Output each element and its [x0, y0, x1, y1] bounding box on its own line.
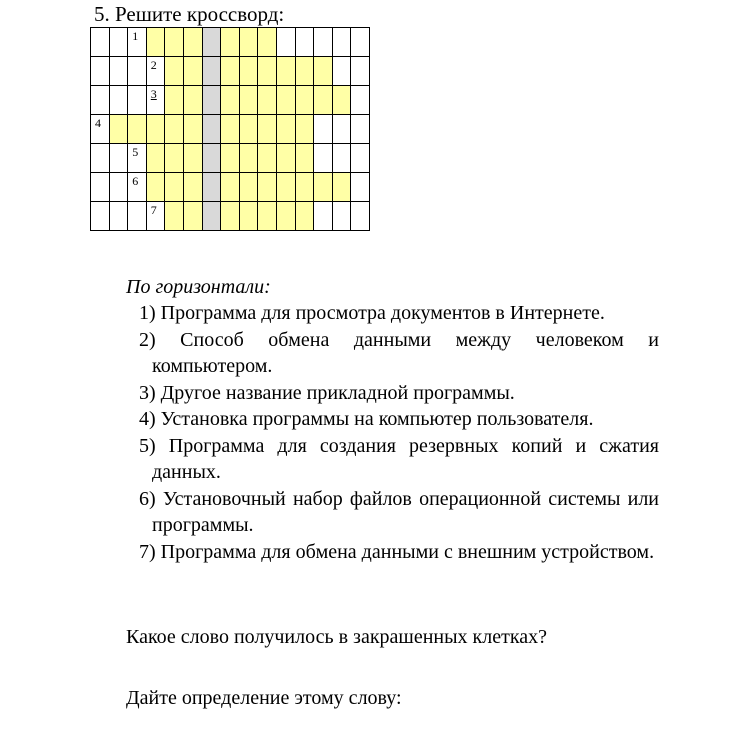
crossword-cell[interactable]: [239, 57, 258, 86]
clue-number: 2: [150, 58, 157, 72]
crossword-cell[interactable]: [109, 202, 128, 231]
crossword-cell[interactable]: [276, 202, 295, 231]
crossword-cell[interactable]: [295, 57, 314, 86]
clue-number: 4: [95, 116, 101, 130]
crossword-cell[interactable]: [146, 57, 165, 86]
crossword-cell[interactable]: [314, 173, 333, 202]
crossword-cell[interactable]: [314, 115, 333, 144]
clue-number: 3: [150, 87, 157, 101]
crossword-cell[interactable]: [351, 57, 370, 86]
task-title: 5. Решите кроссворд:: [94, 2, 285, 26]
crossword-cell[interactable]: [332, 144, 351, 173]
clue-2: 2) Способ обмена данными между человеком и компьютером.: [139, 328, 659, 377]
crossword-cell[interactable]: [91, 86, 110, 115]
crossword-cell[interactable]: [202, 115, 221, 144]
crossword-cell[interactable]: [351, 28, 370, 57]
crossword-cell[interactable]: [221, 28, 240, 57]
crossword-cell[interactable]: [91, 144, 110, 173]
crossword-cell[interactable]: [183, 86, 202, 115]
crossword-cell[interactable]: [276, 57, 295, 86]
crossword-cell[interactable]: [239, 28, 258, 57]
crossword-cell[interactable]: [128, 86, 147, 115]
crossword-cell[interactable]: [146, 28, 165, 57]
crossword-cell[interactable]: [239, 173, 258, 202]
crossword-cell[interactable]: [202, 57, 221, 86]
crossword-cell[interactable]: [128, 115, 147, 144]
crossword-cell[interactable]: [332, 173, 351, 202]
crossword-row: [91, 28, 370, 57]
crossword-cell[interactable]: [165, 173, 184, 202]
crossword-cell[interactable]: [146, 173, 165, 202]
clue-4: 4) Установка программы на компьютер пользователя.: [139, 408, 594, 430]
crossword-cell[interactable]: [239, 86, 258, 115]
crossword-row: [91, 144, 370, 173]
across-heading: По горизонтали:: [126, 276, 271, 298]
definition-prompt: Дайте определение этому слову:: [126, 687, 402, 709]
clue-list: [139, 300, 659, 565]
crossword-cell[interactable]: [146, 202, 165, 231]
crossword-cell[interactable]: [295, 173, 314, 202]
crossword-cell[interactable]: [295, 144, 314, 173]
crossword-cell[interactable]: [128, 144, 147, 173]
crossword-cell[interactable]: [351, 86, 370, 115]
crossword-cell[interactable]: [109, 173, 128, 202]
crossword-cell[interactable]: [276, 144, 295, 173]
crossword-cell[interactable]: [91, 28, 110, 57]
crossword-cell[interactable]: [109, 28, 128, 57]
crossword-cell[interactable]: [295, 115, 314, 144]
crossword-cell[interactable]: [258, 202, 277, 231]
crossword-cell[interactable]: [258, 144, 277, 173]
crossword-cell[interactable]: [351, 173, 370, 202]
crossword-cell[interactable]: [221, 173, 240, 202]
crossword-cell[interactable]: [276, 86, 295, 115]
crossword-cell[interactable]: [314, 144, 333, 173]
crossword-cell[interactable]: [221, 144, 240, 173]
clue-5: 5) Программа для создания резервных копий и сжатия данных.: [139, 434, 659, 483]
crossword-row: [91, 173, 370, 202]
across-heading-text: По горизонтали: [126, 276, 265, 298]
crossword-cell[interactable]: [183, 57, 202, 86]
crossword-cell[interactable]: [202, 144, 221, 173]
crossword-row: [91, 57, 370, 86]
crossword-cell[interactable]: [276, 115, 295, 144]
crossword-cell[interactable]: [202, 202, 221, 231]
crossword-cell[interactable]: [351, 115, 370, 144]
crossword-cell[interactable]: [109, 86, 128, 115]
crossword-cell[interactable]: [202, 28, 221, 57]
crossword-cell[interactable]: [128, 173, 147, 202]
crossword-cell[interactable]: [91, 115, 110, 144]
crossword-cell[interactable]: [314, 28, 333, 57]
crossword-cell[interactable]: [332, 115, 351, 144]
crossword-cell[interactable]: [109, 144, 128, 173]
crossword-cell[interactable]: [146, 144, 165, 173]
crossword-cell[interactable]: [165, 115, 184, 144]
crossword-cell[interactable]: [239, 115, 258, 144]
clue-number: 1: [132, 29, 139, 43]
clue-number: 5: [132, 145, 139, 159]
crossword-cell[interactable]: [183, 115, 202, 144]
crossword-cell[interactable]: [165, 86, 184, 115]
clue-6: 6) Установочный набор файлов операционной системы или программы.: [139, 487, 659, 536]
crossword-cell[interactable]: [183, 28, 202, 57]
crossword-cell[interactable]: [128, 202, 147, 231]
crossword-row: [91, 86, 370, 115]
crossword-cell[interactable]: [258, 28, 277, 57]
crossword-cell[interactable]: [165, 202, 184, 231]
crossword-grid: [90, 27, 370, 231]
crossword-cell[interactable]: [202, 173, 221, 202]
crossword-cell[interactable]: [109, 115, 128, 144]
crossword-cell[interactable]: [276, 173, 295, 202]
crossword-cell[interactable]: [146, 115, 165, 144]
clue-7: 7) Программа для обмена данными с внешним устройством.: [139, 540, 655, 563]
crossword-cell[interactable]: [239, 144, 258, 173]
crossword-cell[interactable]: [332, 28, 351, 57]
crossword-cell[interactable]: [258, 57, 277, 86]
crossword-cell[interactable]: [165, 144, 184, 173]
crossword-cell[interactable]: [183, 202, 202, 231]
clue-3: 3) Другое название прикладной программы.: [139, 381, 515, 404]
crossword-row: [91, 202, 370, 231]
crossword-cell[interactable]: [91, 202, 110, 231]
crossword-cell[interactable]: [202, 86, 221, 115]
crossword-cell[interactable]: [183, 144, 202, 173]
crossword-cell[interactable]: [258, 86, 277, 115]
crossword-cell[interactable]: [351, 144, 370, 173]
clue-number: 6: [132, 174, 139, 188]
crossword-cell[interactable]: [332, 57, 351, 86]
crossword-cell[interactable]: [165, 57, 184, 86]
crossword-cell[interactable]: [295, 28, 314, 57]
crossword-cell[interactable]: [183, 173, 202, 202]
crossword-cell[interactable]: [332, 202, 351, 231]
crossword-cell[interactable]: [146, 86, 165, 115]
crossword-cell[interactable]: [258, 173, 277, 202]
crossword-row: [91, 115, 370, 144]
crossword-cell[interactable]: [314, 202, 333, 231]
crossword-cell[interactable]: [332, 86, 351, 115]
crossword-cell[interactable]: [314, 86, 333, 115]
crossword-cell[interactable]: [295, 202, 314, 231]
crossword-cell[interactable]: [258, 115, 277, 144]
crossword-cell[interactable]: [165, 28, 184, 57]
question: Какое слово получилось в закрашенных клетках?: [126, 626, 548, 648]
crossword-cell[interactable]: [221, 57, 240, 86]
crossword-cell[interactable]: [91, 173, 110, 202]
clue-number: 7: [150, 203, 157, 217]
crossword-cell[interactable]: [221, 202, 240, 231]
crossword-cell[interactable]: [221, 115, 240, 144]
crossword-cell[interactable]: [128, 28, 147, 57]
crossword-cell[interactable]: [314, 57, 333, 86]
crossword-cell[interactable]: [276, 28, 295, 57]
crossword-cell[interactable]: [351, 202, 370, 231]
crossword-cell[interactable]: [295, 86, 314, 115]
crossword-cell[interactable]: [109, 57, 128, 86]
crossword-cell[interactable]: [239, 202, 258, 231]
crossword-cell[interactable]: [221, 86, 240, 115]
crossword-cell[interactable]: [91, 57, 110, 86]
clue-1: 1) Программа для просмотра документов в Интернете.: [139, 302, 605, 324]
crossword-cell[interactable]: [128, 57, 147, 86]
